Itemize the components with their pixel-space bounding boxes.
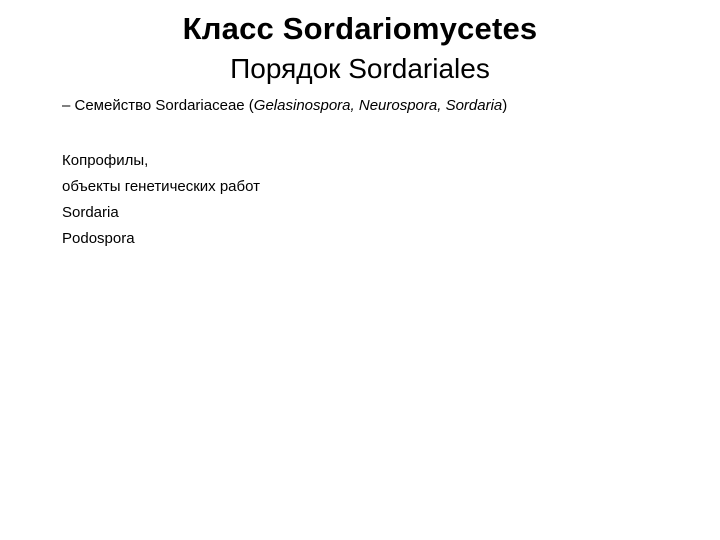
note-item-podospora: Podospora — [62, 230, 135, 247]
slide-subtitle: Порядок Sordariales — [230, 53, 490, 84]
note-item-coprophiles: Копрофилы, — [62, 152, 149, 169]
note-item-sordaria: Sordaria — [62, 204, 119, 221]
slide-title: Класс Sordariomycetes — [182, 11, 538, 46]
family-prefix: – Семейство Sordariaceae ( — [62, 97, 254, 114]
family-genera: Gelasinospora, Neurospora, Sordaria — [253, 97, 503, 114]
family-line — [62, 96, 507, 116]
note-item-genetics: объекты генетических работ — [62, 178, 260, 195]
notes-list — [62, 150, 260, 254]
family-suffix: ) — [502, 97, 508, 114]
